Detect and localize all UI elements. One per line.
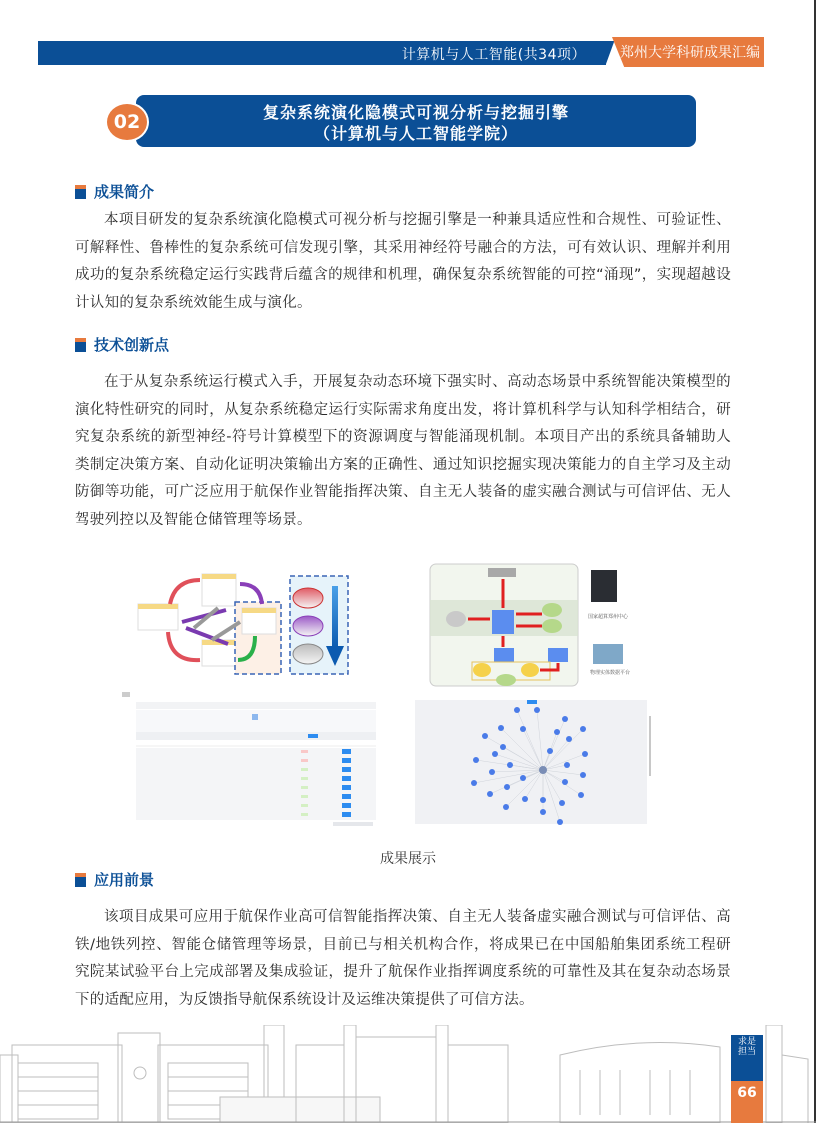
project-title-banner — [136, 95, 696, 147]
section-title: 技术创新点 — [94, 336, 170, 354]
svg-text:物理实体数据平台: 物理实体数据平台 — [590, 670, 631, 676]
page-number: 66 — [737, 1085, 757, 1101]
innovation-paragraph: 在于从复杂系统运行模式入手，开展复杂动态环境下强实时、高动态场景中系统智能决策模型的演化特性研究的同时，从复杂系统稳定运行实际需求角度出发，将计算机科学与认知科学相结合，研究复杂系统的新型神经-符号计算模型下的资源调度与智能涌现机制。本项目产出的系统具备辅助人类制定决策方案、自动化证明决策输出方案的正确性、通过知识挖掘实现决策能力的自主学习及主动防御等功能，可广泛应用于航保作业智能指挥决策、自主无人装备的虚实融合测试与可信评估、无人驾驶列控以及智能仓储管理等场景。 — [75, 374, 731, 528]
section-heading-innovation — [75, 334, 169, 355]
section-marker-icon — [75, 338, 86, 352]
section-title: 成果简介 — [94, 183, 155, 201]
section-heading-summary — [75, 181, 154, 202]
header-band — [38, 41, 606, 65]
figure-caption: 成果展示 — [380, 851, 436, 867]
category-label: 计算机与人工智能(共34项） — [401, 47, 586, 63]
publication-label: 郑州大学科研成果汇编 — [620, 45, 760, 61]
section-marker-icon — [75, 185, 86, 199]
svg-text:国家超算郑州中心: 国家超算郑州中心 — [588, 614, 629, 620]
section-marker-icon — [75, 873, 86, 887]
system-architecture-diagram — [428, 562, 658, 688]
motto-text: 求是担当 — [737, 1037, 756, 1057]
project-college: （计算机与人工智能学院） — [313, 124, 518, 143]
project-title: 复杂系统演化隐模式可视分析与挖掘引擎 — [262, 103, 569, 122]
section-heading-application — [75, 869, 154, 890]
application-paragraph: 该项目成果可应用于航保作业高可信智能指挥决策、自主无人装备虚实融合测试与可信评估、高铁/地铁列控、智能仓储管理等场景，目前已与相关机构合作，将成果已在中国船舶集团系统工程研究院某试验平台上完成部署及集成验证，提升了航保作业指挥调度系统的可靠性及其在复杂动态场景下的适配应用，为反馈指导航保系统设计及运维决策提供了可信方法。 — [75, 909, 731, 1008]
project-number-badge: 02 — [105, 102, 149, 142]
evolution-cycle-diagram — [130, 570, 350, 675]
campus-buildings-illustration — [0, 1025, 816, 1123]
web-app-table-screenshot — [118, 690, 380, 830]
summary-paragraph: 本项目研发的复杂系统演化隐模式可视分析与挖掘引擎是一种兼具适应性和合规性、可验证性、可解释性、鲁棒性的复杂系统可信发现引擎，其采用神经符号融合的方法，可有效认识、理解并利用成功的复杂系统稳定运行实践背后蕴含的规律和机理，确保复杂系统智能的可控“涌现”，实现超越设计认知的复杂系统效能生成与演化。 — [75, 212, 731, 311]
knowledge-graph-screenshot — [405, 692, 653, 826]
section-title: 应用前景 — [94, 871, 155, 889]
